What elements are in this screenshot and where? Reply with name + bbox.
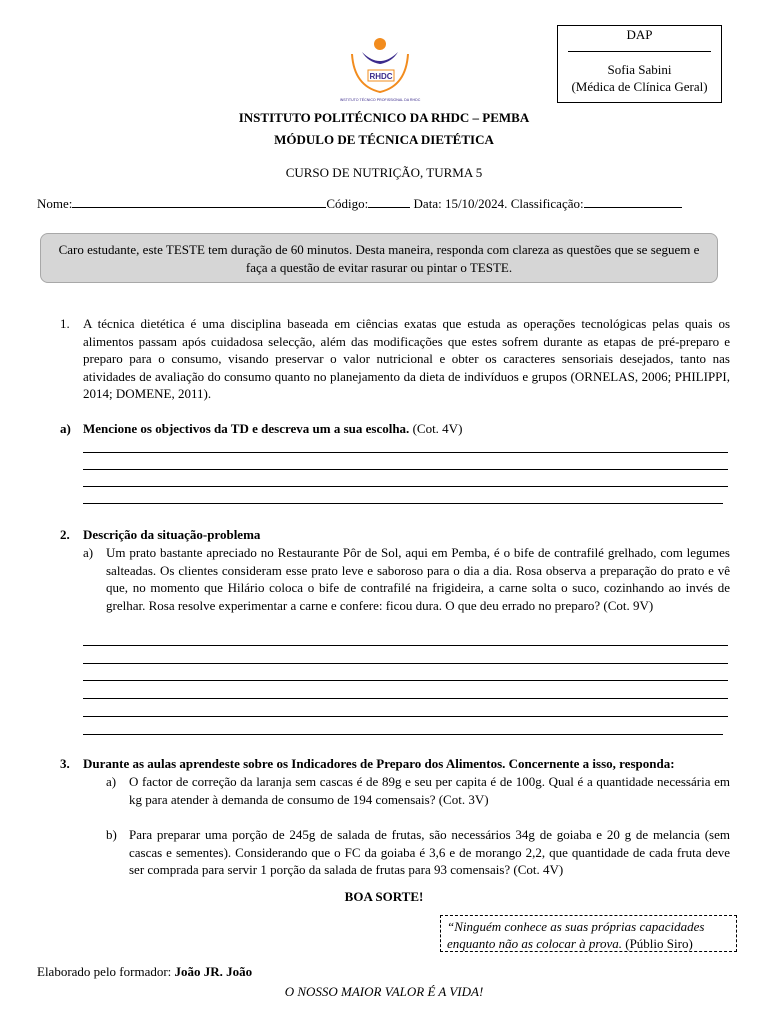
class-field[interactable]: [584, 196, 682, 208]
rhdc-logo: [340, 34, 430, 104]
q3a-text: O factor de correção da laranja sem cascas é de 89g e seu per capita é de 100g. Qual é a quantidade necessária em kg para atender à demanda de consumo de 194 comensais? (Cot. 3V): [129, 774, 730, 807]
student-fields: [37, 196, 737, 212]
q1a-question: [83, 421, 730, 437]
logo-subtitle: INSTITUTO TÉCNICO PROFISSIONAL DA RHDC: [340, 98, 421, 102]
author-line: [37, 964, 252, 980]
q2a-text: Um prato bastante apreciado no Restaurante Pôr de Sol, aqui em Pemba, é o bife de contrafilé grelhado, com legumes salteadas. Os clientes consideram esse prato leve e saboroso para o dia a dia. Rosa observa a preparação do prato e vê que, no momento que Hilário coloca o bife de contrafilé na frigideira, a carne solta o suco, cozinhando ao invés de grelhar. Rosa resolve experimentar a carne e confere: ficou dura. O que deu errado no preparo? (Cot. 9V): [106, 545, 730, 613]
q2-title: Descrição da situação-problema: [83, 527, 261, 542]
q2-number: 2.: [60, 527, 70, 542]
q1-number: 1.: [60, 316, 70, 331]
answer-line[interactable]: [83, 503, 723, 504]
q1-text: A técnica dietética é uma disciplina baseada em ciências exatas que estuda as operações tecnológicas pelas quais os alimentos passam após cuidadosa selecção, além das modificações que estes sofrem durante as etapas de pré-preparo e preparo para o consumo, visando preservar o valor nutricional e obter os caracteres sensoriais desejados, tanto nas atividades de avaliação do consumo quanto no planejamento da dieta de indivíduos e grupos (ORNELAS, 2006; PHILIPPI, 2014; DOMENE, 2011).: [83, 316, 730, 402]
logo-brand: RHDC: [369, 72, 393, 81]
q3b-label: b): [106, 827, 117, 842]
answer-line[interactable]: [83, 698, 728, 699]
q1a-score: (Cot. 4V): [412, 421, 463, 436]
answer-line[interactable]: [83, 452, 728, 453]
dap-role: (Médica de Clínica Geral): [571, 79, 708, 94]
quote-text: “Ninguém conhece as suas próprias capacidades enquanto não as colocar à prova.: [447, 919, 705, 951]
code-field[interactable]: [368, 196, 410, 208]
author-label: Elaborado pelo formador:: [37, 964, 172, 979]
q1a-label: a): [60, 421, 71, 436]
dap-title: DAP: [626, 27, 653, 42]
logo-head: [374, 38, 386, 50]
q3-number: 3.: [60, 756, 70, 771]
q3-title: Durante as aulas aprendeste sobre os Indicadores de Preparo dos Alimentos. Concernente a isso, responda:: [83, 756, 675, 771]
answer-line[interactable]: [83, 663, 728, 664]
instructions-notice: Caro estudante, este TESTE tem duração de 60 minutos. Desta maneira, responda com clareza as questões que se seguem e faça a questão de evitar rasurar ou pintar o TESTE.: [40, 233, 718, 283]
quote-author: (Públio Siro): [625, 936, 693, 951]
logo-arms: [362, 52, 398, 64]
answer-line[interactable]: [83, 486, 728, 487]
dap-name: Sofia Sabini: [607, 62, 672, 77]
q3b-text: Para preparar uma porção de 245g de salada de frutas, são necessários 34g de goiaba e 20 g de melancia (sem cascas e sementes). Considerando que o FC da goiaba é 3,6 e de morango 2,2, que quantidade de cada fruta deve ser comprada para servir 1 porção da salada de frutas para 93 comensais? (Cot. 4V): [129, 827, 730, 878]
name-label: Nome:: [37, 196, 73, 211]
code-label: Código:: [326, 196, 369, 211]
dap-signature-line: [568, 43, 711, 52]
name-field[interactable]: [72, 196, 326, 208]
answer-line[interactable]: [83, 734, 723, 735]
answer-line[interactable]: [83, 469, 728, 470]
motto: O NOSSO MAIOR VALOR É A VIDA!: [284, 984, 484, 999]
institute-title: INSTITUTO POLITÉCNICO DA RHDC – PEMBA: [238, 110, 530, 125]
course-title: CURSO DE NUTRIÇÃO, TURMA 5: [285, 165, 483, 180]
date-label: Data: 15/10/2024.: [413, 196, 508, 211]
module-title: MÓDULO DE TÉCNICA DIETÉTICA: [274, 132, 494, 147]
answer-line[interactable]: [83, 716, 728, 717]
dap-box: [557, 25, 722, 103]
logo-graphic: [340, 34, 430, 104]
q2a-label: a): [83, 545, 94, 560]
author-name: João JR. João: [174, 964, 253, 979]
quote-box: [440, 915, 737, 952]
class-label: Classificação:: [510, 196, 584, 211]
answer-line[interactable]: [83, 680, 728, 681]
good-luck: BOA SORTE!: [344, 889, 424, 904]
q3a-label: a): [106, 774, 117, 789]
answer-line[interactable]: [83, 645, 728, 646]
q1a-text: Mencione os objectivos da TD e descreva um a sua escolha.: [83, 421, 410, 436]
